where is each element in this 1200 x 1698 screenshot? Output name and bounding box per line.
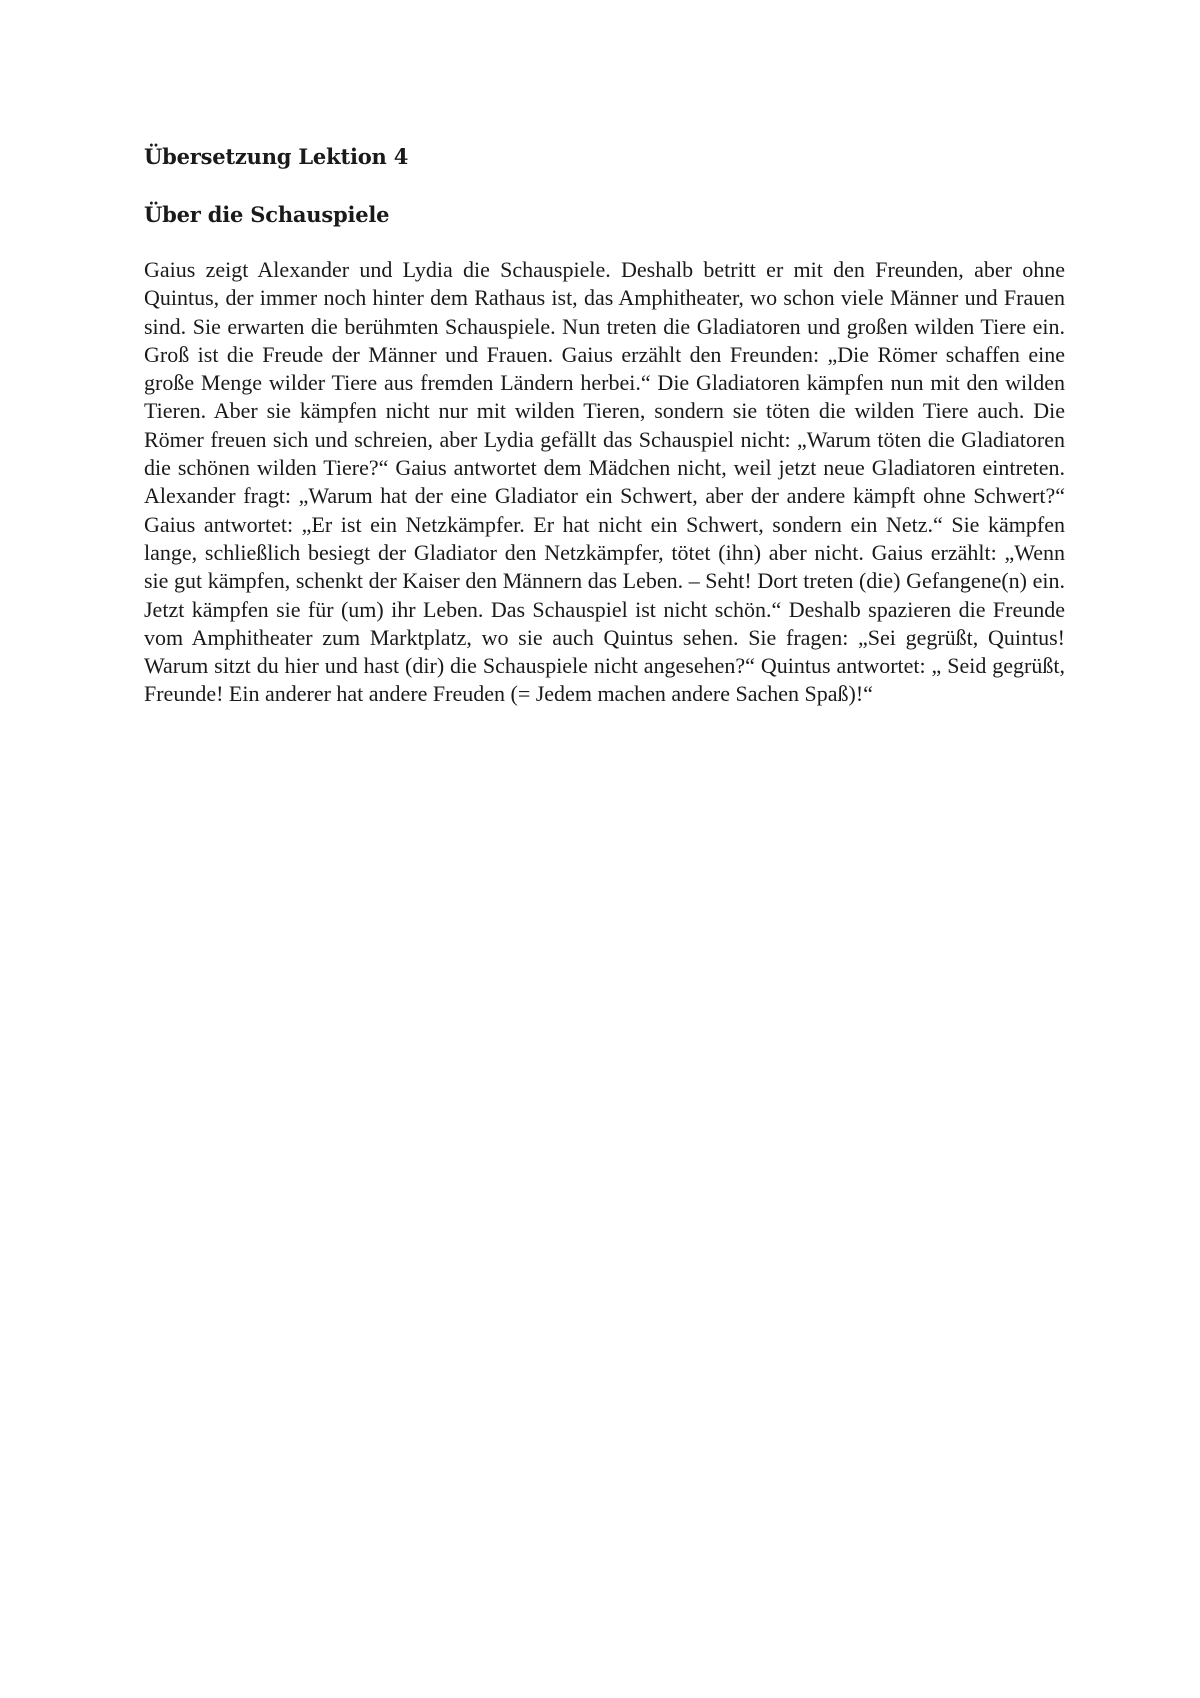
body-paragraph: Gaius zeigt Alexander und Lydia die Schauspiele. Deshalb betritt er mit den Freunden, aber ohne Quintus, der immer noch hinter dem Rathaus ist, das Amphitheater, wo schon viele Männer und Frauen sind. Sie erwarten die berühmten Schauspiele. Nun treten die Gladiatoren und großen wilden Tiere ein. Groß ist die Freude der Männer und Frauen. Gaius erzählt den Freunden: „Die Römer schaffen eine große Menge wilder Tiere aus fremden Ländern herbei.“ Die Gladiatoren kämpfen nun mit den wilden Tieren. Aber sie kämpfen nicht nur mit wilden Tieren, sondern sie töten die wilden Tiere auch. Die Römer freuen sich und schreien, aber Lydia gefällt das Schauspiel nicht: „Warum töten die Gladiatoren die schönen wilden Tiere?“ Gaius antwortet dem Mädchen nicht, weil jetzt neue Gladiatoren eintreten. Alexander fragt: „Warum hat der eine Gladiator ein Schwert, aber der andere kämpft ohne Schwert?“ Gaius antwortet: „Er ist ein Netzkämpfer. Er hat nicht ein Schwert, sondern ein Netz.“ Sie kämpfen lange, schließlich besiegt der Gladiator den Netzkämpfer, tötet (ihn) aber nicht. Gaius erzählt: „Wenn sie gut kämpfen, schenkt der Kaiser den Männern das Leben. – Seht! Dort treten (die) Gefangene(n) ein. Jetzt kämpfen sie für (um) ihr Leben. Das Schauspiel ist nicht schön.“ Deshalb spazieren die Freunde vom Amphitheater zum Marktplatz, wo sie auch Quintus sehen. Sie fragen: „Sei gegrüßt, Quintus! Warum sitzt du hier und hast (dir) die Schauspiele nicht angesehen?“ Quintus antwortet: „ Seid gegrüßt, Freunde! Ein anderer hat andere Freuden (= Jedem machen andere Sachen Spaß)!“	[144, 257, 1065, 707]
document-subtitle: Über die Schauspiele	[144, 202, 390, 227]
document-content	[144, 140, 1065, 709]
document-title: Übersetzung Lektion 4	[144, 144, 409, 169]
